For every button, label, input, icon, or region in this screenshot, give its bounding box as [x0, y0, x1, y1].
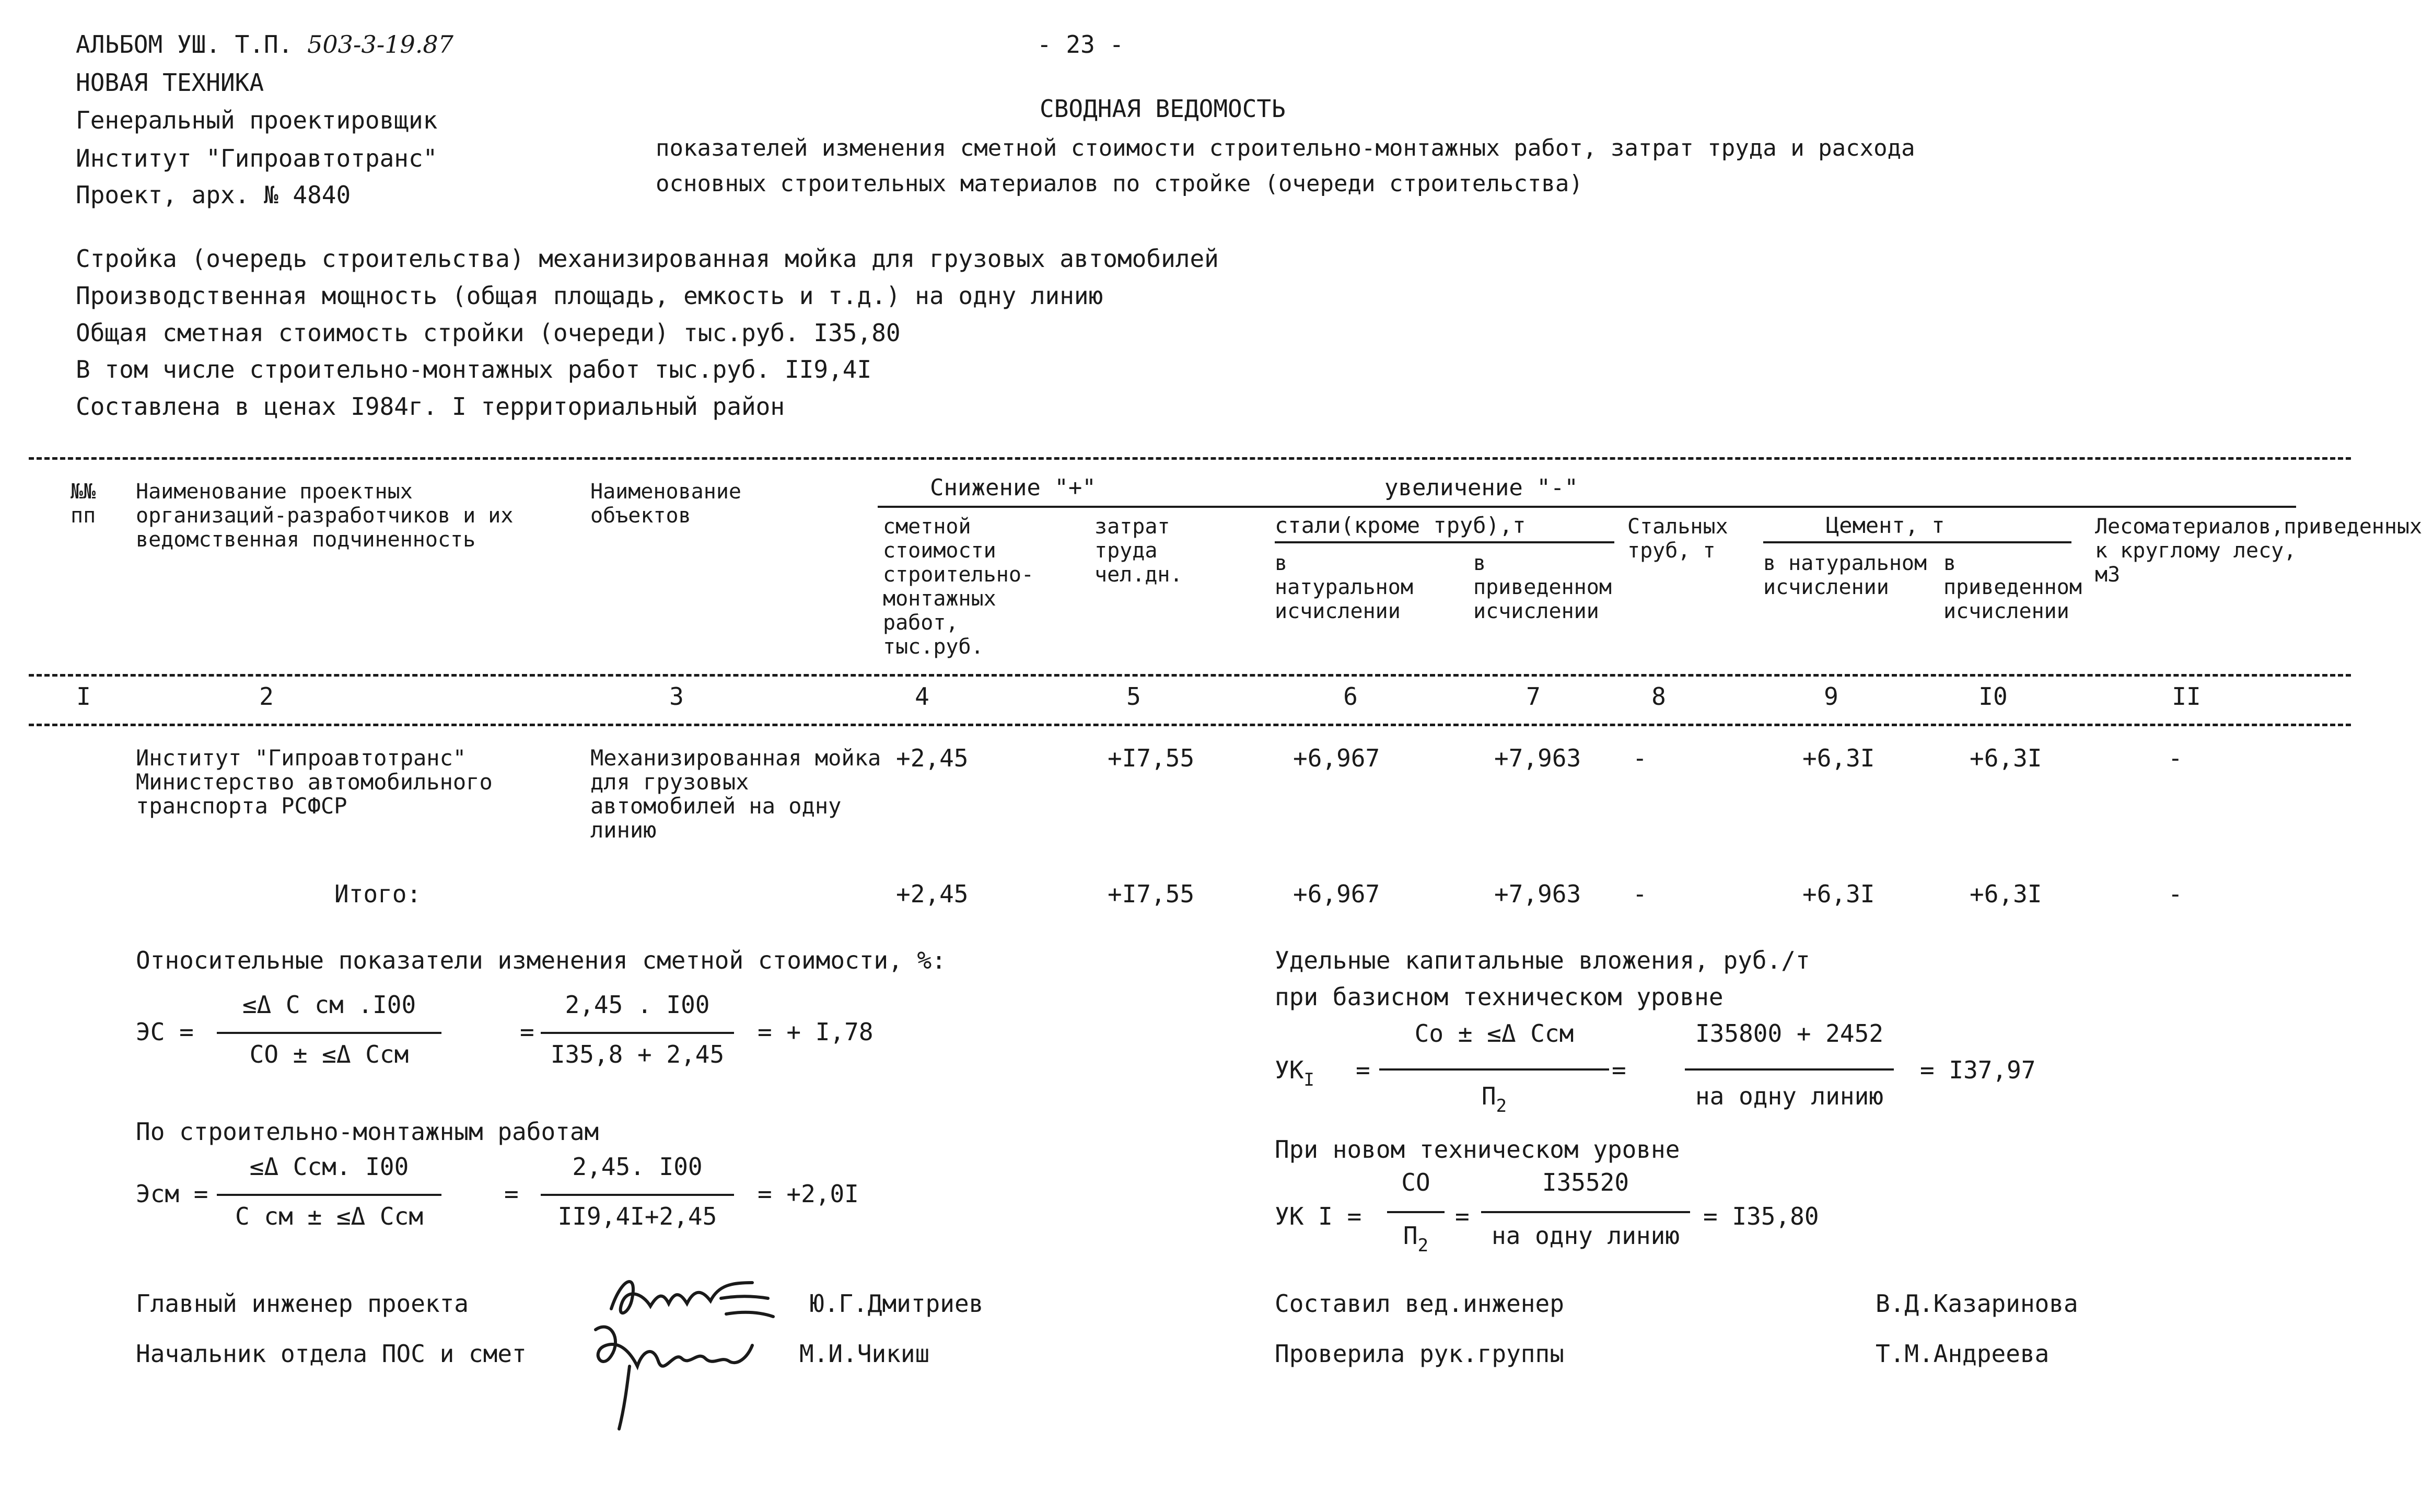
total-label: Итого:: [334, 880, 422, 908]
header-line-1: НОВАЯ ТЕХНИКА: [76, 68, 264, 97]
header-bottom-rule: [29, 674, 2351, 677]
checked-by-title: Проверила рук.группы: [1275, 1340, 1564, 1368]
capital-heading-1: Удельные капитальные вложения, руб./т: [1275, 946, 1810, 974]
header-line-2: Генеральный проектировщик: [76, 106, 438, 134]
album-code: 503-3-19.87: [307, 30, 453, 59]
column-number: 4: [915, 682, 929, 711]
header-num: №№ пп: [71, 480, 96, 528]
header-steel-rule: [1275, 541, 1614, 543]
formula-uk-new-numerator-2: I35520: [1542, 1168, 1629, 1196]
header-steel: стали(кроме труб),т: [1275, 513, 1526, 538]
fraction-line: [217, 1032, 441, 1034]
header-cement-rule: [1763, 541, 2071, 543]
header-cement: Цемент, т: [1826, 513, 1945, 538]
formula-uk-base-den-sub: 2: [1496, 1096, 1507, 1116]
column-number: 5: [1126, 682, 1141, 711]
header-group-rule: [878, 506, 2296, 508]
fraction-line: [1481, 1211, 1690, 1213]
total-pipes: -: [1633, 880, 1647, 908]
header-labor: затрат труда чел.дн.: [1094, 515, 1183, 587]
formula-es-lhs: ЭС =: [136, 1018, 194, 1046]
formula-es-numerator-2: 2,45 . I00: [565, 991, 710, 1019]
dept-head-name: М.И.Чикиш: [799, 1340, 930, 1368]
table-top-rule: [29, 457, 2351, 460]
compiled-by-name: В.Д.Казаринова: [1876, 1289, 2078, 1318]
column-number: 9: [1824, 682, 1838, 711]
columns-bottom-rule: [29, 724, 2351, 726]
formula-uk-base-eq2: =: [1612, 1056, 1626, 1084]
header-steel-reduced: в приведенном исчислении: [1473, 551, 1612, 623]
total-steel-reduced: +7,963: [1494, 880, 1581, 908]
formula-uk-base-denominator-2: на одну линию: [1695, 1082, 1884, 1110]
header-increase: увеличение "-": [1384, 474, 1578, 501]
formula-es-numerator: ≤Δ С см .I00: [242, 991, 416, 1019]
column-number: 3: [669, 682, 684, 711]
dept-head-title: Начальник отдела ПОС и смет: [136, 1340, 527, 1368]
formula-uk-new-eq: =: [1455, 1202, 1470, 1230]
formula-esm-numerator-2: 2,45. I00: [572, 1153, 703, 1181]
formula-es-denominator-2: I35,8 + 2,45: [550, 1040, 725, 1068]
formula-esm-denominator-2: II9,4I+2,45: [557, 1202, 717, 1230]
document-subtitle-1: показателей изменения сметной стоимости строительно-монтажных работ, затрат труда и расхода: [656, 135, 1915, 161]
formula-uk-base-numerator: Со ± ≤Δ Ссм: [1414, 1019, 1574, 1048]
new-level-heading: При новом техническом уровне: [1275, 1135, 1680, 1164]
row-steel-reduced: +7,963: [1494, 744, 1581, 772]
header-steel-natural: в натуральном исчислении: [1275, 551, 1413, 623]
formula-uk-base-sub: I: [1303, 1069, 1314, 1090]
total-cost: +2,45: [896, 880, 969, 908]
formula-uk-new-lhs: УК I =: [1275, 1202, 1362, 1230]
chief-engineer-name: Ю.Г.Дмитриев: [810, 1289, 984, 1318]
fraction-line: [1685, 1068, 1894, 1071]
relative-heading: Относительные показатели изменения сметной стоимости, %:: [136, 946, 946, 974]
document-title: СВОДНАЯ ВЕДОМОСТЬ: [1040, 95, 1286, 123]
formula-uk-new-numerator: СО: [1401, 1168, 1430, 1196]
fraction-line: [1387, 1211, 1445, 1213]
info-capacity: Производственная мощность (общая площадь, емкость и т.д.) на одну линию: [76, 282, 1103, 310]
chief-engineer-title: Главный инженер проекта: [136, 1289, 469, 1318]
total-cement-reduced: +6,3I: [1970, 880, 2042, 908]
formula-esm-result: = +2,0I: [758, 1180, 859, 1208]
formula-es-eq: =: [520, 1018, 534, 1046]
formula-es-result: = + I,78: [758, 1018, 874, 1046]
row-org: Институт "Гипроавтотранс" Министерство автомобильного транспорта РСФСР: [136, 745, 493, 819]
formula-uk-base-result: = I37,97: [1920, 1056, 2036, 1084]
formula-uk-base-lhs: [1275, 1056, 1314, 1090]
info-construction: Стройка (очередь строительства) механизированная мойка для грузовых автомобилей: [76, 245, 1219, 273]
formula-esm-eq: =: [504, 1180, 519, 1208]
row-timber: -: [2168, 744, 2183, 772]
column-number: I0: [1978, 682, 2008, 711]
formula-esm-denominator: С см ± ≤Δ Ссм: [235, 1202, 424, 1230]
row-labor: +I7,55: [1108, 744, 1195, 772]
formula-uk-new-den-sub: 2: [1417, 1235, 1429, 1256]
row-steel-natural: +6,967: [1293, 744, 1380, 772]
capital-heading-2: при базисном техническом уровне: [1275, 983, 1724, 1011]
formula-uk-base-numerator-2: I35800 + 2452: [1695, 1019, 1884, 1048]
checked-by-name: Т.М.Андреева: [1876, 1340, 2050, 1368]
info-smr-cost: В том числе строительно-монтажных работ тыс.руб. II9,4I: [76, 355, 872, 383]
header-cement-reduced: в приведенном исчислении: [1943, 551, 2082, 623]
header-pipes: Стальных труб, т: [1627, 515, 1728, 563]
compiled-by-title: Составил вед.инженер: [1275, 1289, 1564, 1318]
total-timber: -: [2168, 880, 2183, 908]
document-subtitle-2: основных строительных материалов по стройке (очереди строительства): [656, 170, 1583, 197]
column-number: II: [2172, 682, 2201, 711]
column-number: I: [76, 682, 91, 711]
formula-uk-base-den-label: П: [1481, 1082, 1496, 1110]
row-obj: Механизированная мойка для грузовых автомобилей на одну линию: [590, 745, 881, 843]
formula-esm-numerator: ≤Δ Ссм. I00: [249, 1153, 409, 1181]
formula-uk-new-result: = I35,80: [1703, 1202, 1819, 1230]
row-cement-reduced: +6,3I: [1970, 744, 2042, 772]
header-decrease: Снижение "+": [930, 474, 1096, 501]
column-number: 2: [259, 682, 274, 711]
formula-esm-lhs: Эсм =: [136, 1180, 208, 1208]
header-line-4: Проект, арх. № 4840: [76, 181, 351, 209]
header-org: Наименование проектных организаций-разработчиков и их ведомственная подчиненность: [136, 480, 514, 552]
signature-dept-head: [580, 1309, 768, 1439]
total-labor: +I7,55: [1108, 880, 1195, 908]
fraction-line: [541, 1032, 734, 1034]
total-steel-natural: +6,967: [1293, 880, 1380, 908]
info-total-cost: Общая сметная стоимость стройки (очереди) тыс.руб. I35,80: [76, 319, 901, 347]
fraction-line: [217, 1194, 441, 1196]
smr-heading: По строительно-монтажным работам: [136, 1118, 599, 1146]
formula-uk-new-denominator-2: на одну линию: [1491, 1222, 1680, 1250]
column-number: 7: [1526, 682, 1541, 711]
fraction-line: [1379, 1068, 1609, 1071]
info-prices: Составлена в ценах I984г. I территориальный район: [76, 392, 785, 421]
formula-uk-base-denominator: [1379, 1082, 1609, 1116]
formula-uk-base-label: УК: [1275, 1056, 1304, 1084]
formula-uk-new-denominator: [1390, 1222, 1442, 1256]
header-cement-natural: в натуральном исчислении: [1763, 551, 1927, 599]
fraction-line: [541, 1194, 734, 1196]
row-cost: +2,45: [896, 744, 969, 772]
formula-es-denominator: СО ± ≤Δ Ссм: [249, 1040, 409, 1068]
total-cement-natural: +6,3I: [1802, 880, 1875, 908]
formula-uk-new-den-label: П: [1403, 1222, 1418, 1250]
row-cement-natural: +6,3I: [1802, 744, 1875, 772]
header-cost: сметной стоимости строительно-монтажных работ, тыс.руб.: [883, 515, 1034, 659]
album-prefix: АЛЬБОМ УШ. Т.П.: [76, 30, 293, 59]
header-obj: Наименование объектов: [590, 480, 741, 528]
header-line-3: Институт "Гипроавтотранс": [76, 144, 438, 172]
row-pipes: -: [1633, 744, 1647, 772]
formula-uk-base-eq1: =: [1356, 1056, 1370, 1084]
header-timber: Лесоматериалов,приведенных к круглому лесу, м3: [2095, 515, 2422, 587]
column-number: 6: [1343, 682, 1358, 711]
column-number: 8: [1651, 682, 1666, 711]
page-number: - 23 -: [1037, 30, 1124, 59]
